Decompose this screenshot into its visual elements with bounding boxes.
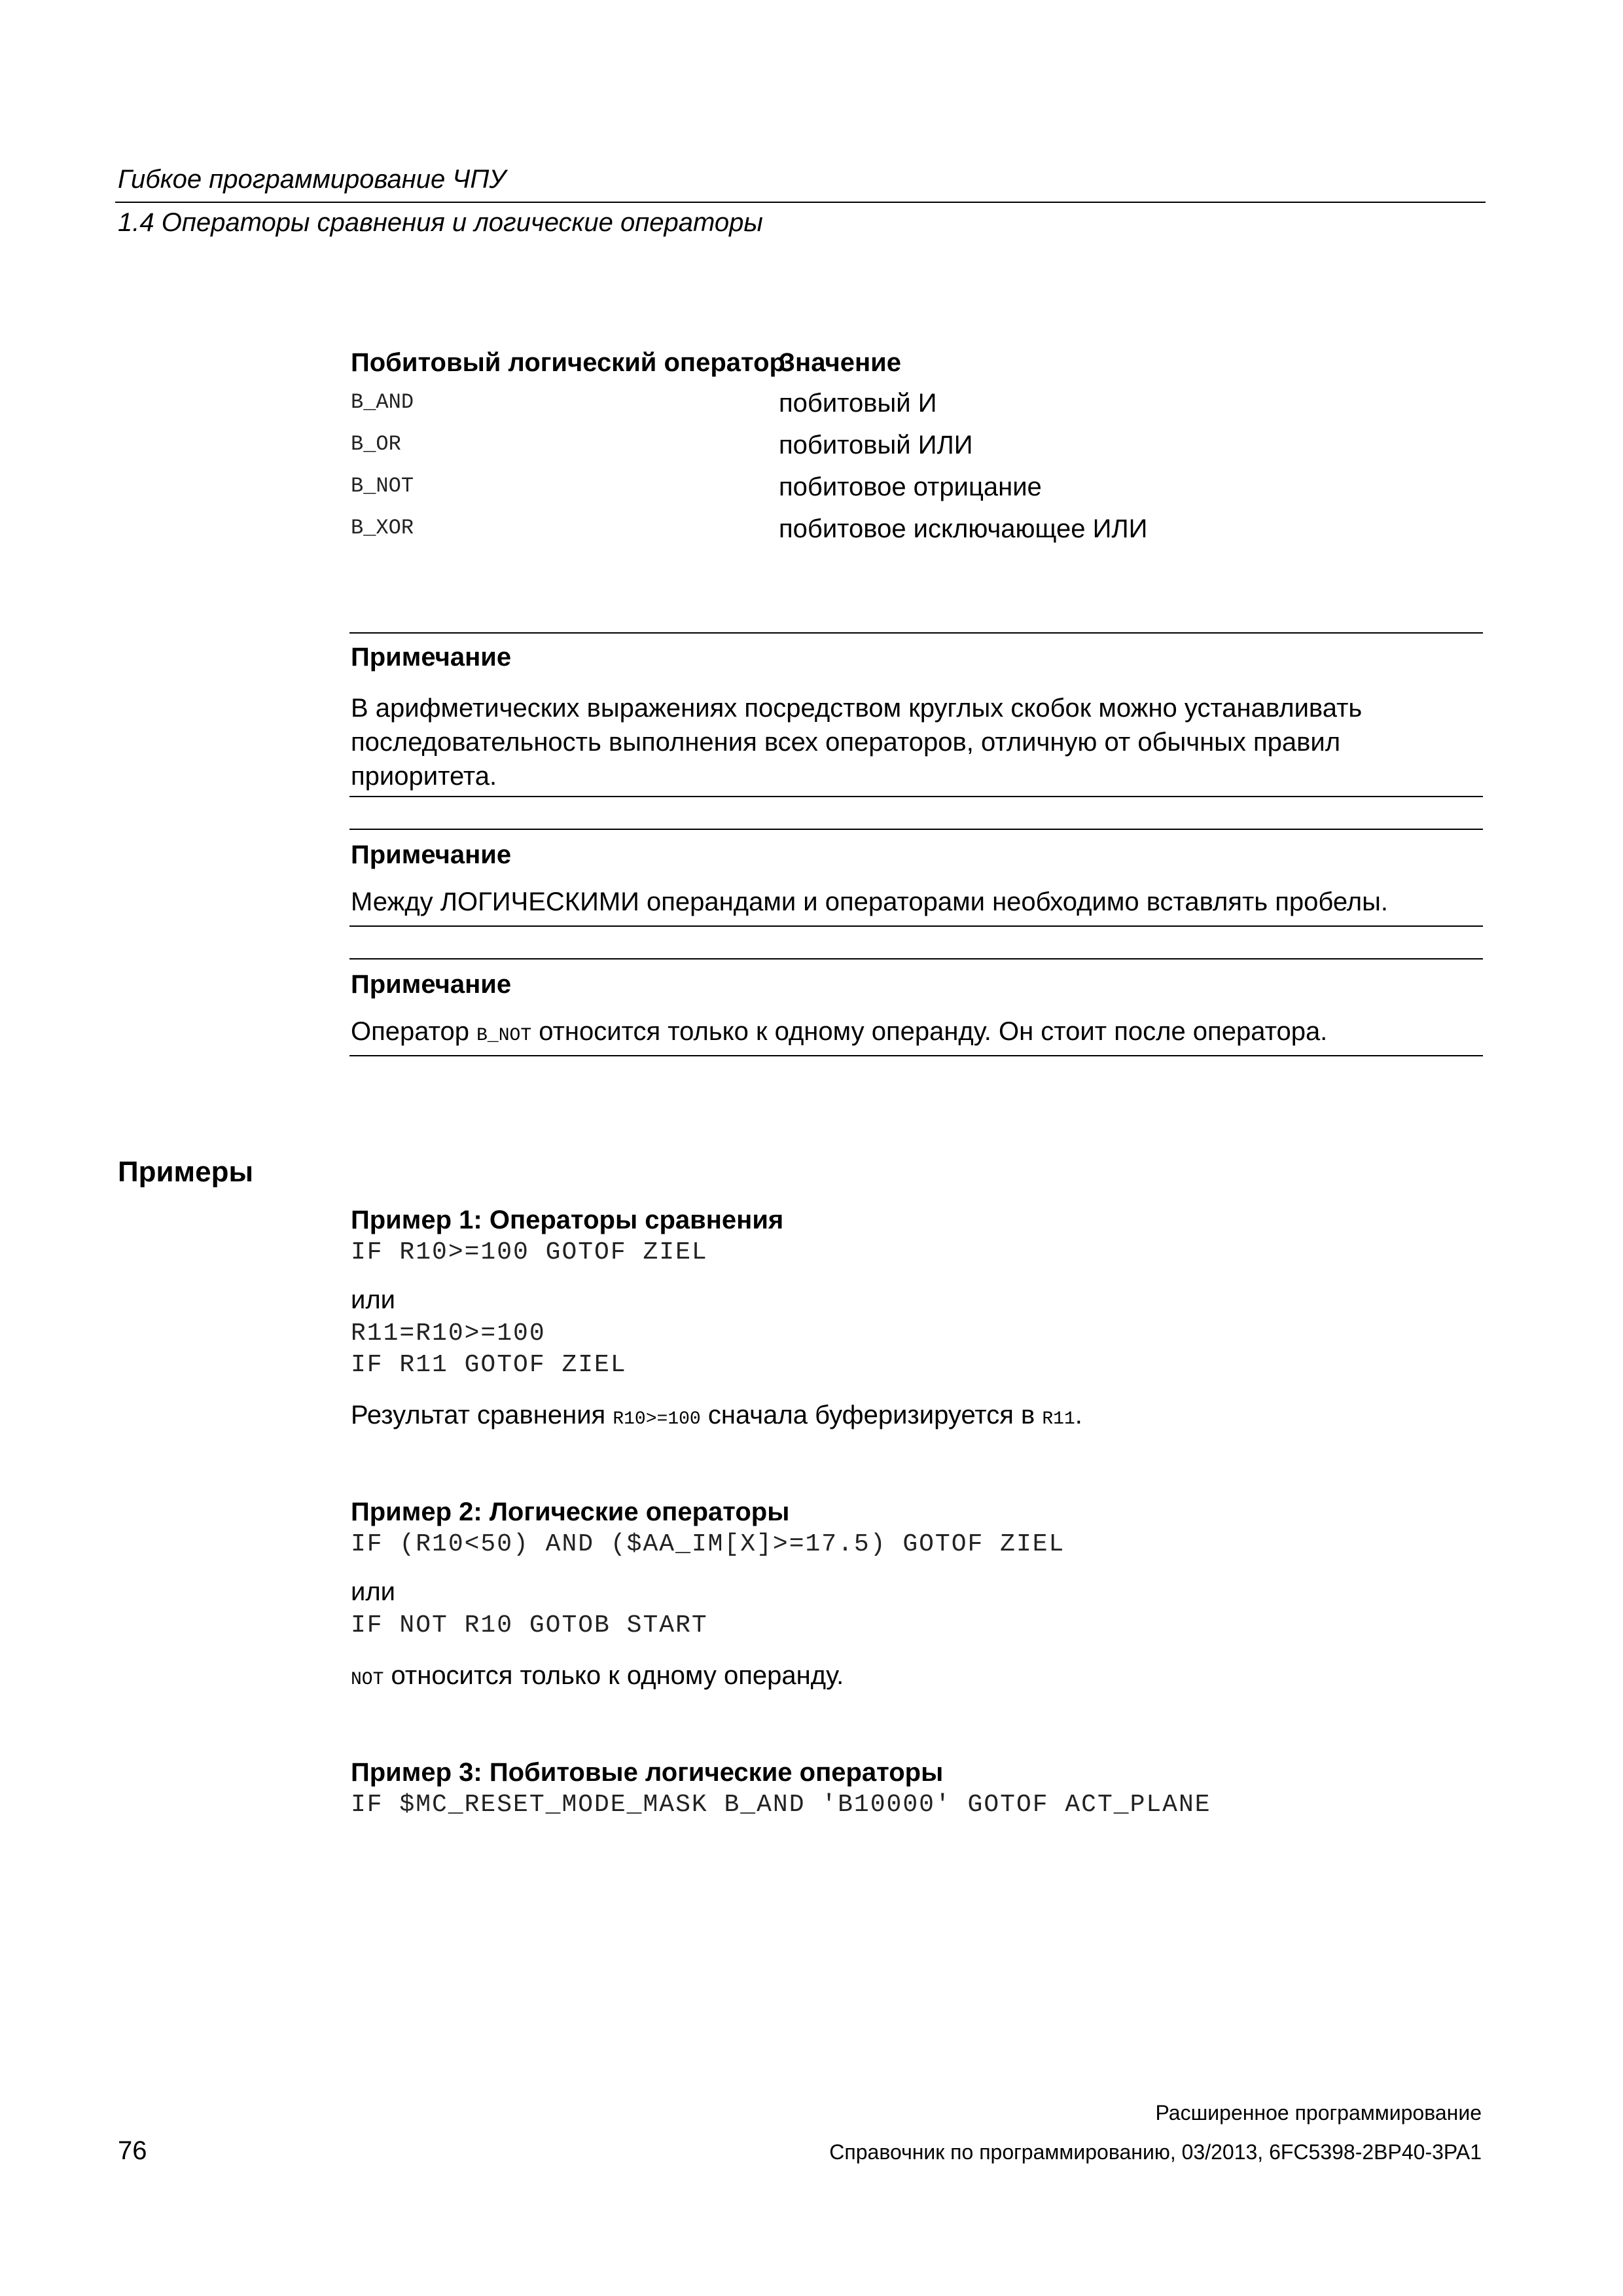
result-inline-code: R11 xyxy=(1042,1409,1075,1429)
table-row-op: B_XOR xyxy=(351,516,414,540)
example-2-title: Пример 2: Логические операторы xyxy=(351,1498,790,1526)
example-2-or: или xyxy=(351,1577,396,1606)
example-1-code-line: IF R10>=100 GOTOF ZIEL xyxy=(351,1238,708,1266)
example-1-result xyxy=(351,1401,1082,1430)
examples-heading: Примеры xyxy=(118,1156,254,1188)
example-1-title: Пример 1: Операторы сравнения xyxy=(351,1206,784,1234)
note-title: Примечание xyxy=(351,840,512,869)
note-text: Между ЛОГИЧЕСКИМИ операндами и операторами необходимо вставлять пробелы. xyxy=(351,888,1388,916)
table-header-operator: Побитовый логический оператор xyxy=(351,348,785,377)
result-inline-code: R10>=100 xyxy=(613,1409,701,1429)
note-top-rule xyxy=(349,829,1483,830)
page-number: 76 xyxy=(118,2136,147,2165)
footer-title: Расширенное программирование xyxy=(1155,2101,1482,2125)
result-text: сначала буферизируется в xyxy=(700,1401,1043,1429)
note-bottom-rule xyxy=(349,925,1483,927)
example-3-code-line: IF $MC_RESET_MODE_MASK B_AND 'B10000' GOTOF ACT_PLANE xyxy=(351,1791,1211,1819)
table-row-meaning: побитовое отрицание xyxy=(779,473,1042,501)
header-rule xyxy=(115,202,1486,203)
table-row-meaning: побитовый И xyxy=(779,389,937,418)
table-row-meaning: побитовое исключающее ИЛИ xyxy=(779,514,1148,543)
example-2-code-line: IF NOT R10 GOTOB START xyxy=(351,1611,708,1640)
note-title: Примечание xyxy=(351,970,512,999)
table-row-op: B_AND xyxy=(351,390,414,414)
table-row-op: B_OR xyxy=(351,432,401,456)
example-1-code-line: IF R11 GOTOF ZIEL xyxy=(351,1351,627,1379)
example-1-code-line: R11=R10>=100 xyxy=(351,1319,546,1348)
note-inline-code: NOT xyxy=(351,1670,384,1690)
result-text: . xyxy=(1075,1401,1082,1429)
note-title: Примечание xyxy=(351,643,512,672)
chapter-title: Гибкое программирование ЧПУ xyxy=(118,165,506,194)
note-top-rule xyxy=(349,632,1483,634)
example-2-code-line: IF (R10<50) AND ($AA_IM[X]>=17.5) GOTOF ZIEL xyxy=(351,1530,1065,1558)
note-text-before: Оператор xyxy=(351,1017,477,1046)
note-text xyxy=(351,1017,1327,1047)
note-text: В арифметических выражениях посредством круглых скобок можно устанавливать последовательность выполнения всех операторов, отличную от обычных правил приоритета. xyxy=(351,694,1363,791)
example-1-or: или xyxy=(351,1285,396,1314)
table-row-op: B_NOT xyxy=(351,474,414,498)
footer-reference: Справочник по программированию, 03/2013, 6FC5398-2BP40-3PA1 xyxy=(829,2140,1482,2164)
section-title: 1.4 Операторы сравнения и логические операторы xyxy=(118,208,763,237)
example-2-note xyxy=(351,1661,844,1691)
note-top-rule xyxy=(349,958,1483,960)
note-bottom-rule xyxy=(349,1055,1483,1056)
note-text-after: относится только к одному операнду. Он стоит после оператора. xyxy=(531,1017,1328,1046)
table-header-meaning: Значение xyxy=(779,348,901,377)
note-inline-code: B_NOT xyxy=(476,1026,532,1046)
note-text: относится только к одному операнду. xyxy=(383,1661,844,1690)
example-3-title: Пример 3: Побитовые логические операторы xyxy=(351,1758,944,1787)
note-bottom-rule xyxy=(349,796,1483,797)
table-row-meaning: побитовый ИЛИ xyxy=(779,431,973,459)
result-text: Результат сравнения xyxy=(351,1401,613,1429)
